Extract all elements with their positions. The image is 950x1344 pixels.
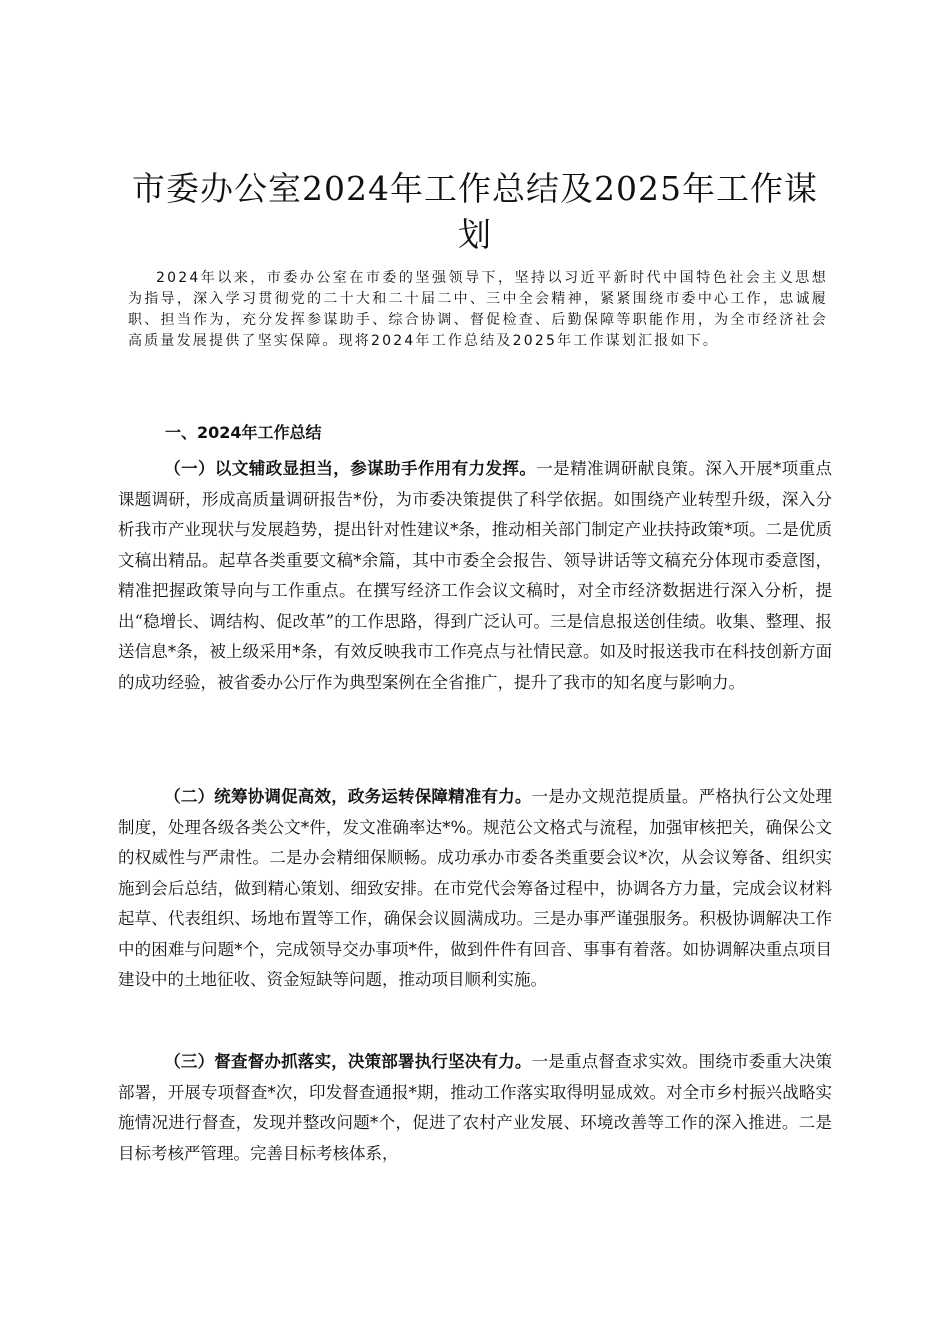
intro-paragraph: 2024年以来，市委办公室在市委的坚强领导下，坚持以习近平新时代中国特色社会主义思想为指导，深入学习贯彻党的二十大和二十届二中、三中全会精神，紧紧围绕市委中心工作，忠诚履职、担当作为，充分发挥参谋助手、综合协调、督促检查、后勤保障等职能作用，为全市经济社会高质量发展提供了坚实保障。现将2024年工作总结及2025年工作谋划汇报如下。 [128, 270, 828, 349]
document-title: 市委办公室2024年工作总结及2025年工作谋划 [132, 169, 818, 254]
paragraph-2-lead: （二）统筹协调促高效，政务运转保障精准有力。 [164, 787, 532, 806]
paragraph-3 [118, 1047, 832, 1169]
paragraph-1-lead: （一）以文辅政显担当，参谋助手作用有力发挥。 [164, 459, 537, 478]
paragraph-2-body: 一是办文规范提质量。严格执行公文处理制度，处理各级各类公文*件，发文准确率达*%。规范公文格式与流程，加强审核把关，确保公文的权威性与严肃性。二是办会精细保顺畅。成功承办市委各类重要会议*次，从会议筹备、组织实施到会后总结，做到精心策划、细致安排。在市党代会筹备过程中，协调各方力量，完成会议材料起草、代表组织、场地布置等工作，确保会议圆满成功。三是办事严谨强服务。积极协调解决工作中的困难与问题*个，完成领导交办事项*件，做到件件有回音、事事有着落。如协调解决重点项目建设中的土地征收、资金短缺等问题，推动项目顺利实施。 [118, 787, 833, 989]
paragraph-3-body: 一是重点督查求实效。围绕市委重大决策部署，开展专项督查*次，印发督查通报*期，推动工作落实取得明显成效。对全市乡村振兴战略实施情况进行督查，发现并整改问题*个，促进了农村产业发展、环境改善等工作的深入推进。二是目标考核严管理。完善目标考核体系， [118, 1052, 833, 1163]
paragraph-3-lead: （三）督查督办抓落实，决策部署执行坚决有力。 [164, 1052, 532, 1071]
section-heading-2024-summary: 一、2024年工作总结 [165, 423, 322, 442]
paragraph-2 [118, 782, 832, 996]
paragraph-1-body: 一是精准调研献良策。深入开展*项重点课题调研，形成高质量调研报告*份，为市委决策提供了科学依据。如围绕产业转型升级，深入分析我市产业现状与发展趋势，提出针对性建议*条，推动相关部门制定产业扶持政策*项。二是优质文稿出精品。起草各类重要文稿*余篇，其中市委全会报告、领导讲话等文稿充分体现市委意图，精准把握政策导向与工作重点。在撰写经济工作会议文稿时，对全市经济数据进行深入分析，提出“稳增长、调结构、促改革”的工作思路，得到广泛认可。三是信息报送创佳绩。收集、整理、报送信息*条，被上级采用*条，有效反映我市工作亮点与社情民意。如及时报送我市在科技创新方面的成功经验，被省委办公厅作为典型案例在全省推广，提升了我市的知名度与影响力。 [118, 459, 833, 692]
paragraph-1 [118, 454, 832, 698]
